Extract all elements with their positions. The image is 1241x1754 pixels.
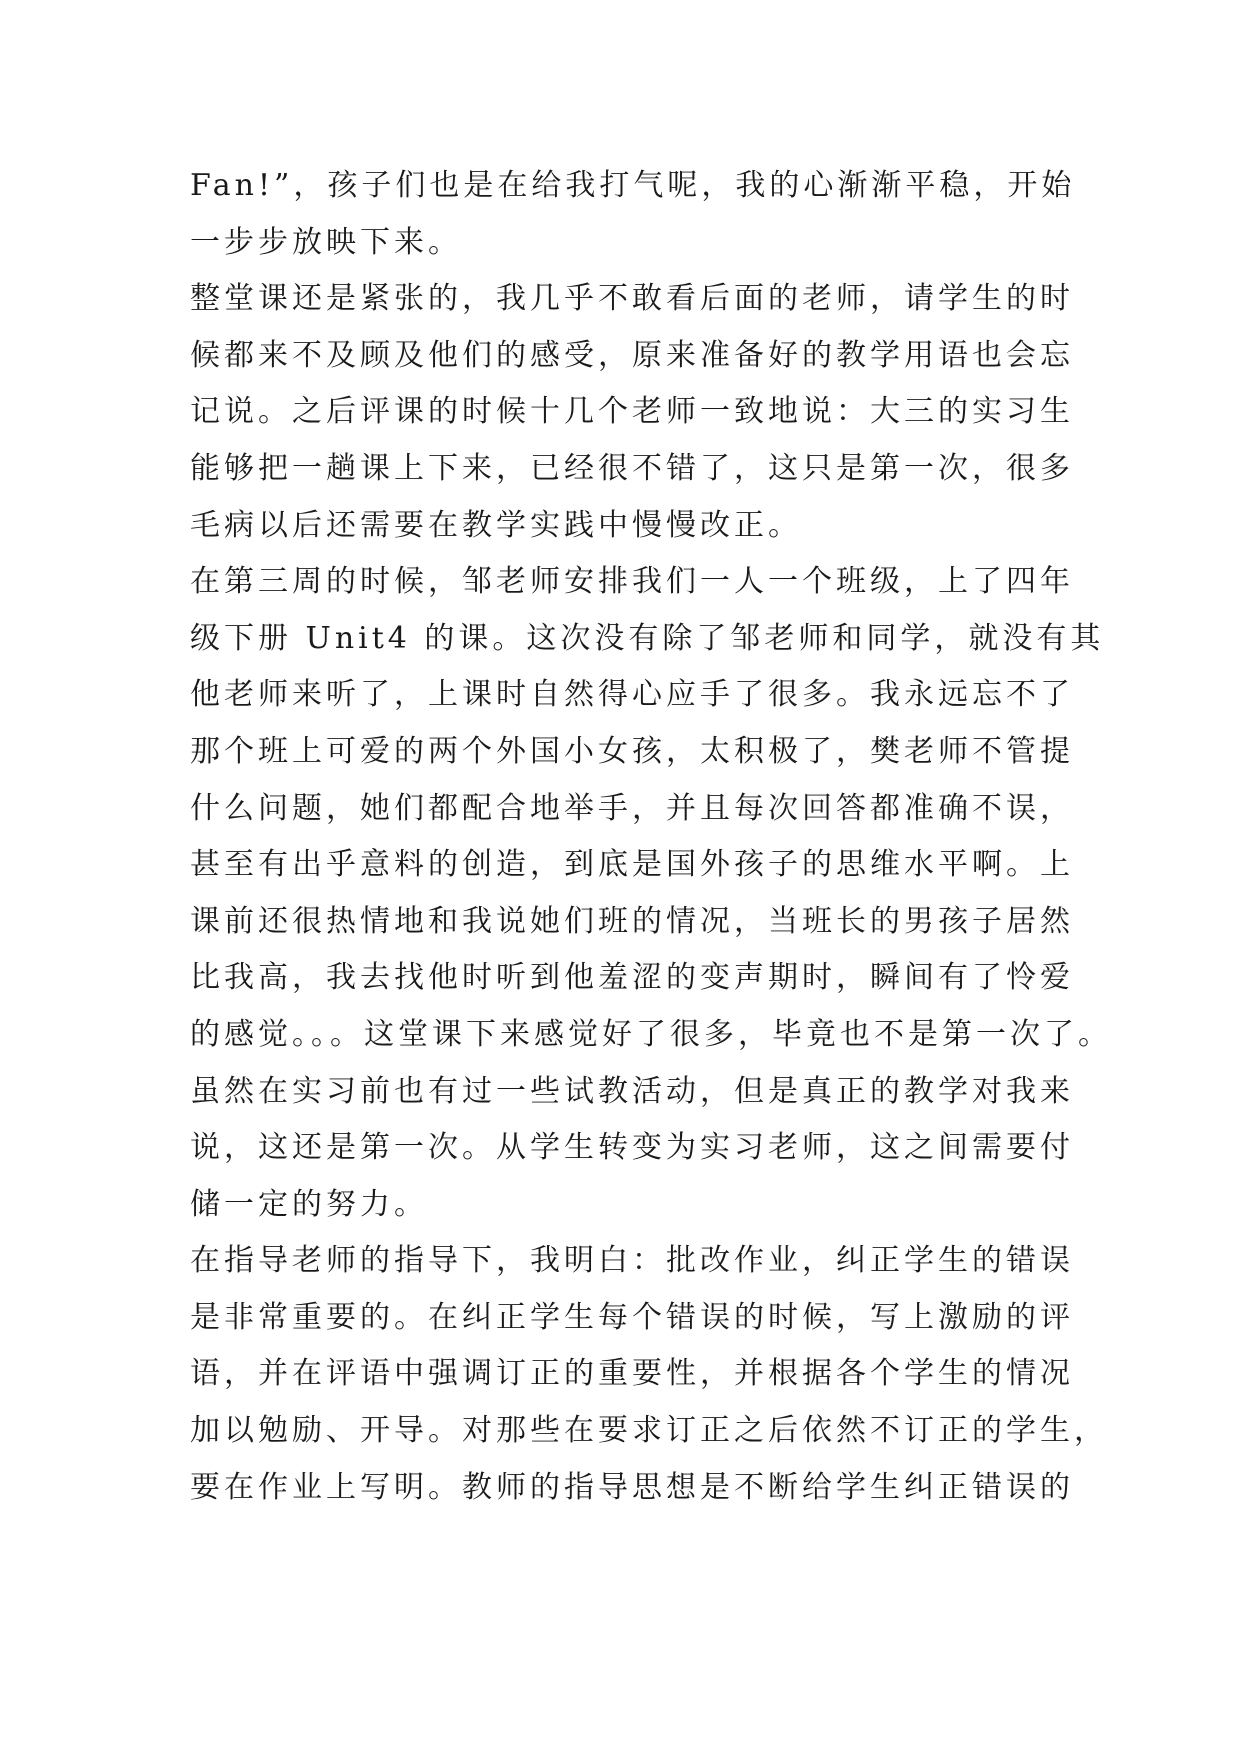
text-line: 加以勉励、开导。对那些在要求订正之后依然不订正的学生， — [190, 1413, 1108, 1449]
text-line: 记说。之后评课的时候十几个老师一致地说：大三的实习生 — [190, 394, 1074, 430]
text-line: 那个班上可爱的两个外国小女孩，太积极了，樊老师不管提 — [190, 733, 1074, 769]
text-line: 是非常重要的。在纠正学生每个错误的时候，写上激励的评 — [190, 1299, 1074, 1335]
text-line: 比我高，我去找他时听到他羞涩的变声期时，瞬间有了怜爱 — [190, 960, 1074, 996]
text-line: 语，并在评语中强调订正的重要性，并根据各个学生的情况 — [190, 1356, 1074, 1392]
text-line: 的感觉。。。这堂课下来感觉好了很多，毕竟也不是第一次了。 — [190, 1016, 1112, 1052]
text-line: 级下册 Unit4 的课。这次没有除了邹老师和同学，就没有其 — [190, 620, 1105, 656]
text-line: 课前还很热情地和我说她们班的情况，当班长的男孩子居然 — [190, 903, 1074, 939]
text-line: 虽然在实习前也有过一些试教活动，但是真正的教学对我来 — [190, 1073, 1074, 1109]
text-line: 整堂课还是紧张的，我几乎不敢看后面的老师，请学生的时 — [190, 281, 1074, 317]
text-line: 在指导老师的指导下，我明白：批改作业，纠正学生的错误 — [190, 1243, 1074, 1279]
text-line: 能够把一趟课上下来，已经很不错了，这只是第一次，很多 — [190, 450, 1074, 486]
text-line: Fan!”，孩子们也是在给我打气呢，我的心渐渐平稳，开始 — [190, 168, 1076, 203]
text-line: 要在作业上写明。教师的指导思想是不断给学生纠正错误的 — [190, 1469, 1074, 1505]
body-text — [190, 158, 1112, 1516]
text-line: 候都来不及顾及他们的感受，原来准备好的教学用语也会忘 — [190, 337, 1074, 373]
text-line: 说，这还是第一次。从学生转变为实习老师，这之间需要付 — [190, 1130, 1074, 1166]
text-line: 一步步放映下来。 — [190, 224, 462, 260]
text-line: 他老师来听了，上课时自然得心应手了很多。我永远忘不了 — [190, 677, 1074, 713]
text-line: 什么问题，她们都配合地举手，并且每次回答都准确不误， — [190, 790, 1074, 826]
text-line: 在第三周的时候，邹老师安排我们一人一个班级，上了四年 — [190, 564, 1074, 600]
text-line: 毛病以后还需要在教学实践中慢慢改正。 — [190, 507, 802, 543]
text-line: 储一定的努力。 — [190, 1186, 428, 1222]
text-line: 甚至有出乎意料的创造，到底是国外孩子的思维水平啊。上 — [190, 847, 1074, 883]
